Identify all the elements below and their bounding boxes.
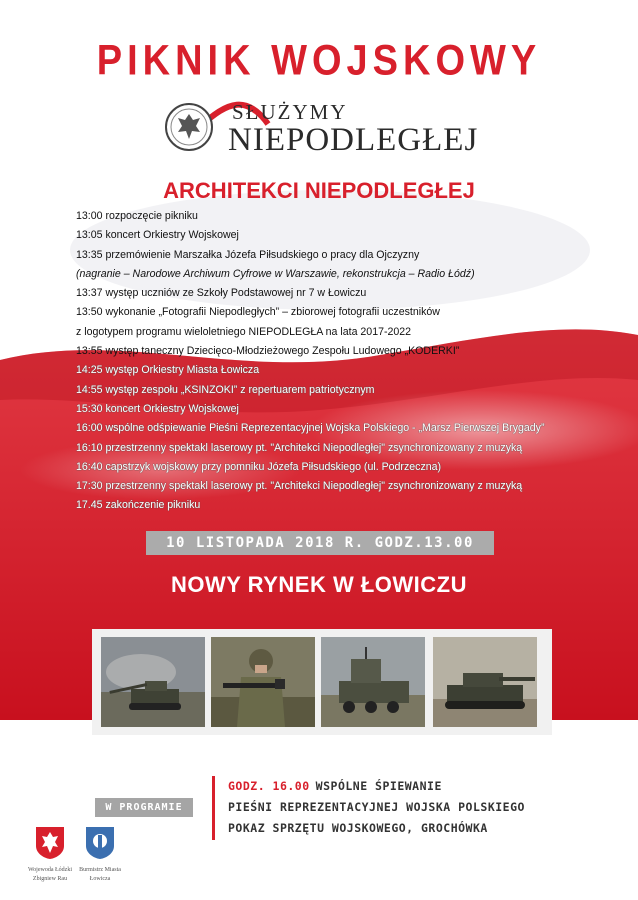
red-divider [212,776,215,840]
schedule-item: 13:37 występ uczniów ze Szkoły Podstawowej nr 7 w Łowiczu [76,287,367,300]
schedule-item: 15:30 koncert Orkiestry Wojskowej [76,402,239,415]
schedule-item: 17.45 zakończenie pikniku [76,499,201,512]
voivode-logo [28,826,72,883]
schedule-item: 16:00 wspólne odśpiewanie Pieśni Reprezentacyjnej Wojska Polskiego - „Marsz Pierwszej Brygady” [76,422,545,435]
mayor-caption-1: Burmistrz Miasta [79,867,121,873]
photo-radar-truck [321,637,425,727]
program-time: GODZ. 16.00 [228,779,310,793]
voivode-caption-2: Zbigniew Rau [32,876,68,882]
slogan-line-1: SŁUŻYMY [232,100,348,124]
schedule-item: 14:25 występ Orkiestry Miasta Łowicza [76,364,260,377]
voivode-caption-1: Wojewoda Łódzki [28,867,73,873]
mayor-caption-2: Łowicza [89,876,111,882]
eagle-coat-of-arms-icon [35,826,65,860]
photo-strip [92,629,552,735]
schedule-item: 14:55 występ zespołu „KSINZOKI” z repertuarem patriotycznym [76,383,375,396]
photo-soldier [211,637,315,727]
eagle-emblem-icon [164,102,214,152]
program-line-2: PIEŚNI REPREZENTACYJNEJ WOJSKA POLSKIEGO [228,800,525,814]
event-location: NOWY RYNEK W ŁOWICZU [171,572,467,597]
poster-title: PIKNIK WOJSKOWY [96,37,542,85]
schedule-item: z logotypem programu wieloletniego NIEPODLEGŁA na lata 2017-2022 [76,325,412,338]
schedule-item: 17:30 przestrzenny spektakl laserowy pt. "Architekci Niepodległej" zsynchronizowany z muzyką [76,480,523,493]
program-line-1-text: WSPÓLNE ŚPIEWANIE [315,779,442,793]
slogan-logo [160,94,490,164]
schedule-item: (nagranie – Narodowe Archiwum Cyfrowe w Warszawie, rekonstrukcja – Radio Łódź) [76,267,475,280]
schedule-list [76,209,616,518]
event-subtitle: ARCHITEKCI NIEPODLEGŁEJ [163,178,475,203]
program-line-1 [228,776,525,797]
schedule-item: 13:35 przemówienie Marszałka Józefa Piłsudskiego o pracy dla Ojczyzny [76,248,420,261]
mayor-logo [78,826,122,883]
schedule-item: 13:05 koncert Orkiestry Wojskowej [76,229,239,242]
town-coat-of-arms-icon [85,826,115,860]
schedule-item: 13:55 występ taneczny Dziecięco-Młodzieżowego Zespołu Ludowego „KODERKI” [76,345,460,358]
schedule-item: 16:10 przestrzenny spektakl laserowy pt. "Architekci Niepodległej" zsynchronizowany z muzyką [76,441,523,454]
photo-howitzer [101,637,205,727]
schedule-item: 16:40 capstrzyk wojskowy przy pomniku Józefa Piłsudskiego (ul. Podrzeczna) [76,460,442,473]
schedule-item: 13:00 rozpoczęcie pikniku [76,210,198,222]
photo-tank [433,637,537,727]
schedule-item: 13:50 wykonanie „Fotografii Niepodległych” – zbiorowej fotografii uczestników [76,306,440,319]
program-list [228,776,525,839]
program-line-3: POKAZ SPRZĘTU WOJSKOWEGO, GROCHÓWKA [228,821,488,835]
slogan-line-2: NIEPODLEGŁEJ [228,122,479,158]
event-date-bar: 10 LISTOPADA 2018 R. GODZ.13.00 [146,531,494,555]
program-badge: W PROGRAMIE [95,798,193,817]
